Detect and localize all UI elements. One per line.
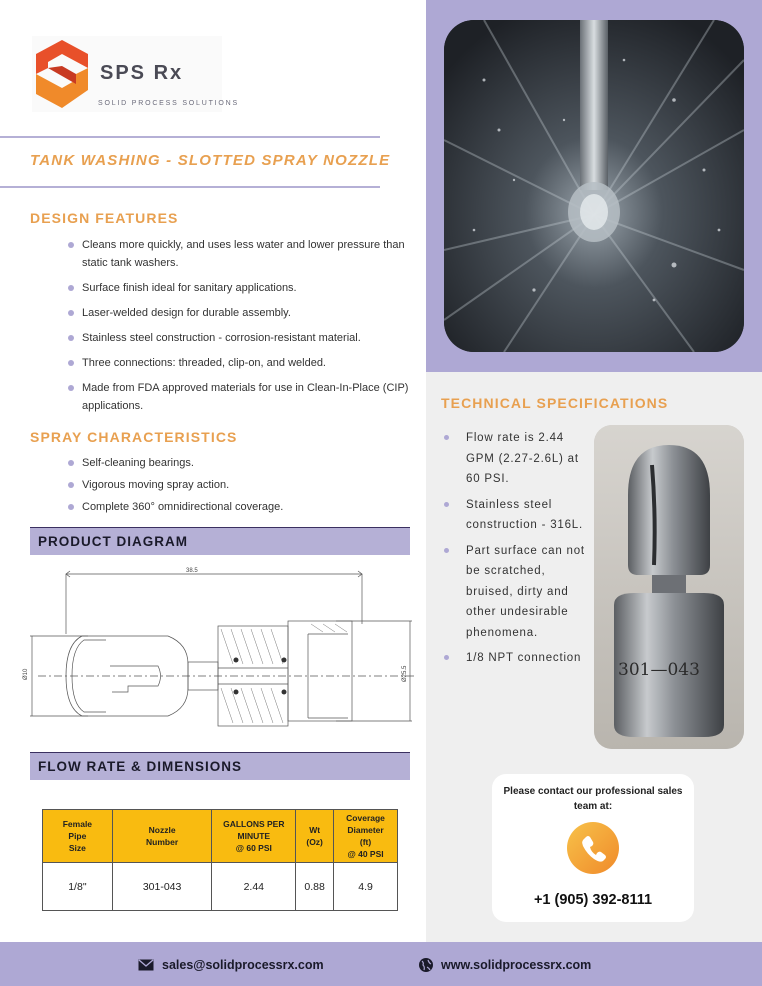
tech-specs-list xyxy=(442,428,592,674)
table-row xyxy=(43,863,398,911)
dimension-left-label: Ø10 xyxy=(23,668,29,680)
list-item: Self-cleaning bearings. xyxy=(66,454,416,472)
list-item: Made from FDA approved materials for use in Clean-In-Place (CIP) applications. xyxy=(66,379,416,415)
table-header-row xyxy=(43,810,398,863)
header-weight: Wt (Oz) xyxy=(296,810,334,863)
product-diagram-drawing xyxy=(18,564,418,734)
list-item: Laser-welded design for durable assembly. xyxy=(66,304,416,322)
design-features-heading: DESIGN FEATURES xyxy=(30,210,179,226)
flow-rate-heading: FLOW RATE & DIMENSIONS xyxy=(38,759,242,774)
header-pipe-size: Female Pipe Size xyxy=(43,810,113,863)
spray-nozzle-photo xyxy=(444,20,744,352)
list-item: Cleans more quickly, and uses less water and lower pressure than static tank washers. xyxy=(66,236,416,272)
list-item: Surface finish ideal for sanitary applications. xyxy=(66,279,416,297)
logo-tagline: SOLID PROCESS SOLUTIONS xyxy=(98,100,239,107)
product-diagram-heading: PRODUCT DIAGRAM xyxy=(38,534,188,549)
spray-characteristics-heading: SPRAY CHARACTERISTICS xyxy=(30,429,238,445)
title-rule-top xyxy=(0,136,380,138)
contact-prompt: Please contact our professional sales team at: xyxy=(503,786,683,812)
company-logo xyxy=(32,36,239,112)
footer-bar xyxy=(0,942,762,986)
dimension-right-label: Ø25.5 xyxy=(402,665,408,682)
nozzle-part-photo xyxy=(594,425,744,749)
list-item: Vigorous moving spray action. xyxy=(66,476,416,494)
call-button[interactable] xyxy=(567,822,619,874)
header-gpm: GALLONS PER MINUTE @ 60 PSI xyxy=(212,810,296,863)
list-item: Three connections: threaded, clip-on, and welded. xyxy=(66,354,416,372)
flow-rate-band xyxy=(30,752,410,780)
list-item: Part surface can not be scratched, bruised, dirty and other undesirable phenomena. xyxy=(442,541,592,644)
phone-icon xyxy=(567,822,619,874)
cell-nozzle-number: 301-043 xyxy=(112,863,212,911)
flow-rate-table xyxy=(42,809,398,911)
cell-pipe-size: 1/8" xyxy=(43,863,113,911)
header-nozzle-number: Nozzle Number xyxy=(112,810,212,863)
cell-gpm: 2.44 xyxy=(212,863,296,911)
list-item: Stainless steel construction - corrosion-resistant material. xyxy=(66,329,416,347)
dimension-length-label: 38.5 xyxy=(186,568,198,574)
list-item: Complete 360° omnidirectional coverage. xyxy=(66,498,416,516)
logo-mark-icon xyxy=(34,38,90,110)
globe-icon xyxy=(418,957,434,973)
design-features-list xyxy=(66,236,416,415)
product-diagram-band xyxy=(30,527,410,555)
header-coverage: Coverage Diameter (ft) @ 40 PSI xyxy=(334,810,398,863)
cell-coverage: 4.9 xyxy=(334,863,398,911)
list-item: Stainless steel construction - 316L. xyxy=(442,495,592,536)
footer-website-link[interactable]: www.solidprocessrx.com xyxy=(441,958,592,972)
list-item: 1/8 NPT connection xyxy=(442,648,592,669)
title-rule-bottom xyxy=(0,186,380,188)
footer-email-link[interactable]: sales@solidprocessrx.com xyxy=(162,958,324,972)
logo-name: SPS Rx xyxy=(100,62,184,84)
tech-specs-heading: TECHNICAL SPECIFICATIONS xyxy=(441,395,669,411)
mail-icon xyxy=(138,959,154,971)
phone-number[interactable]: +1 (905) 392-8111 xyxy=(533,892,653,908)
contact-card xyxy=(492,774,694,922)
list-item: Flow rate is 2.44 GPM (2.27-2.6L) at 60 PSI. xyxy=(442,428,592,490)
spray-characteristics-list xyxy=(66,454,416,516)
cell-weight: 0.88 xyxy=(296,863,334,911)
page-title: TANK WASHING - SLOTTED SPRAY NOZZLE xyxy=(30,152,391,169)
part-engraving-text: 301—043 xyxy=(618,660,700,680)
